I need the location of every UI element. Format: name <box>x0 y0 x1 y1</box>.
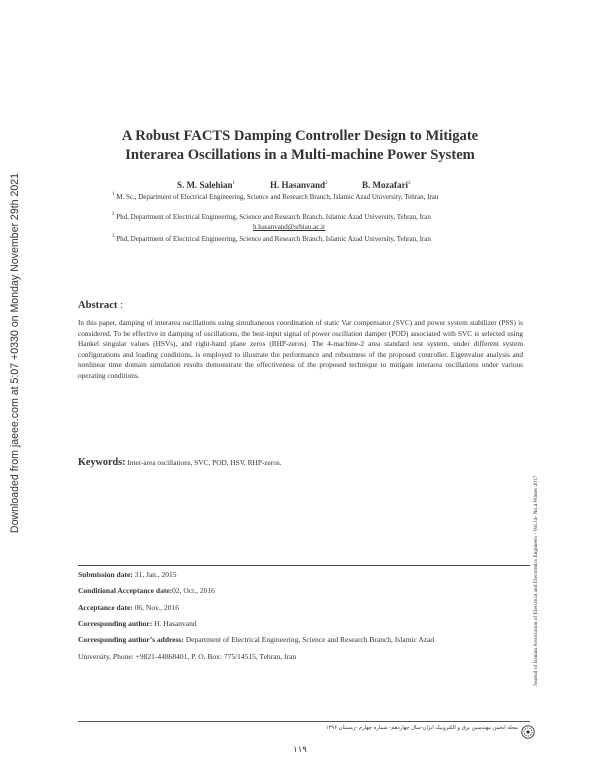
footer-divider <box>78 721 530 722</box>
submission-date: Submission date: 31, Jan., 2015 <box>78 570 177 579</box>
author-2: H. Hasanvand$^2$ <box>270 180 328 190</box>
corresponding-author: Corresponding author: H. Hasanvand <box>78 619 197 628</box>
author-email[interactable]: h.hasanvand@srbiau.ac.ir <box>253 223 326 231</box>
page-number: ۱۱۹ <box>293 745 307 755</box>
affiliation-3: $^3$ Phd, Department of Electrical Engineering, Science and Research Branch, Islamic Azad University, Tehran, Iran <box>112 234 431 243</box>
download-watermark <box>8 163 22 543</box>
corresponding-address: Corresponding author’s address: Department of Electrical Engineering, Science and Research Branch, Islamic Azad <box>78 635 435 644</box>
download-watermark-text: Downloaded from jaeee.com at 5:07 +0330 on Monday November 29th 2021 <box>9 172 21 534</box>
keywords-text: Inter-area oscillations, SVC, POD, HSV, RHP-zeros. <box>127 458 282 467</box>
abstract-body: In this paper, damping of interarea oscillations using simultaneous coordination of static Var compensator (SVC) and power system stabilizer (PSS) is considered. To be effective in damping of oscillations, the best-input signal of power oscillation damper (POD) associated with SVC is selected using Hankel singular values (HSVs), and right-hand plane zeros (RHP-zeros). The 4-machine-2 area standard test system, under different system configurations and loading conditions, is employed to illustrate the performance and robustness of the proposed controller. Eigenvalue analysis and nonlinear time domain simulation results demonstrate the effectiveness of the proposed technique to mitigate interarea oscillations under various operating conditions. <box>78 318 523 380</box>
title-line-1: A Robust FACTS Damping Controller Design to Mitigate <box>121 128 479 144</box>
divider <box>78 565 530 566</box>
journal-logo-icon <box>521 725 535 739</box>
title-line-2: Interarea Oscillations in a Multi-machine Power System <box>125 147 475 163</box>
acceptance-date: Acceptance date: 06, Nov., 2016 <box>78 603 179 612</box>
paper-title <box>90 127 510 165</box>
footer-journal-info: مجله انجمن مهندسین برق و الکترونیک ایران-سال چهاردهم- شماره چهارم -زمستان ۱۳۹۶ <box>325 725 518 731</box>
corresponding-address-line-2: University, Phone: +9821-44868401, P. O. Box: 775/14515, Tehran, Iran <box>78 652 297 661</box>
keywords-label: Keywords: <box>78 457 126 468</box>
keywords <box>78 457 282 468</box>
affiliation-2: $^2$ Phd, Department of Electrical Engineering, Science and Research Branch, Islamic Azad University, Tehran, Iran <box>112 212 431 221</box>
author-1: S. M. Salehian$^1$ <box>177 180 236 190</box>
abstract-heading: Abstract : <box>78 300 124 311</box>
journal-side-text: Journal of Iranian Association of Electrical and Electronics Engineers - Vol.14- No.4 Winter 2017 <box>533 475 539 687</box>
affiliation-1: $^1$ M. Sc., Department of Electrical Engineering, Science and Research Branch, Islamic Azad University, Tehran, Iran <box>112 192 439 201</box>
conditional-acceptance-date: Conditional Acceptance date:02, Oct., 2016 <box>78 586 215 595</box>
author-3: B. Mozafari$^3$ <box>362 180 411 190</box>
journal-side-label <box>528 442 544 720</box>
